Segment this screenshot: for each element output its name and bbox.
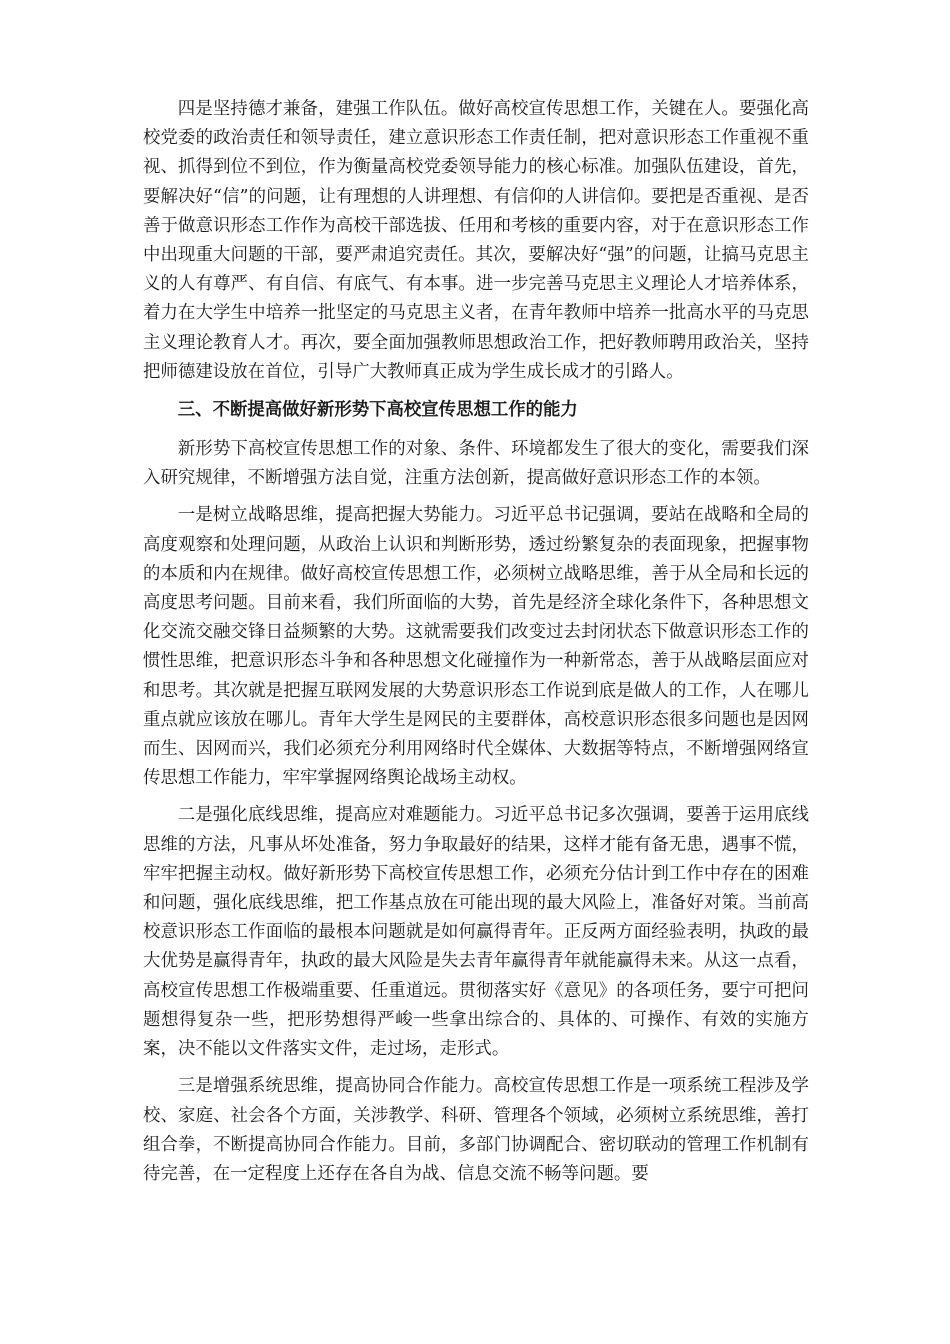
paragraph-systems-thinking: 三是增强系统思维，提高协同合作能力。高校宣传思想工作是一项系统工程涉及学校、家庭、社会各个方面，关涉教学、科研、管理各个领域，必须树立系统思维，善打组合拳，不断提高协同合作能力。目前，多部门协调配合、密切联动的管理工作机制有待完善，在一定程度上还存在各自为战、信息交流不畅等问题。要 <box>143 1076 809 1184</box>
document-page <box>143 95 809 1197</box>
paragraph-intro: 新形势下高校宣传思想工作的对象、条件、环境都发生了很大的变化，需要我们深入研究规律，不断增强方法自觉，注重方法创新，提高做好意识形态工作的本领。 <box>143 439 809 489</box>
paragraph-bottom-line-thinking: 二是强化底线思维，提高应对难题能力。习近平总书记多次强调，要善于运用底线思维的方法，凡事从坏处准备，努力争取最好的结果，这样才能有备无患，遇事不慌，牢牢把握主动权。做好新形势下高校宣传思想工作，必须充分估计到工作中存在的困难和问题，强化底线思维，把工作基点放在可能出现的最大风险上，准备好对策。当前高校意识形态工作面临的最根本问题就是如何赢得青年。正反两方面经验表明，执政的最大优势是赢得青年，执政的最大风险是失去青年赢得青年就能赢得未来。从这一点看，高校宣传思想工作极端重要、任重道远。贯彻落实好《意见》的各项任务，要宁可把问题想得复杂一些，把形势想得严峻一些拿出综合的、具体的、可操作、有效的实施方案，决不能以文件落实文件，走过场，走形式。 <box>143 805 809 1060</box>
paragraph-strategic-thinking: 一是树立战略思维，提高把握大势能力。习近平总书记强调，要站在战略和全局的高度观察和处理问题，从政治上认识和判断形势，透过纷繁复杂的表面现象，把握事物的本质和内在规律。做好高校宣传思想工作，必须树立战略思维，善于从全局和长远的高度思考问题。目前来看，我们所面临的大势，首先是经济全球化条件下，各种思想文化交流交融交锋日益频繁的大势。这就需要我们改变过去封闭状态下做意识形态工作的惯性思维，把意识形态斗争和各种思想文化碰撞作为一种新常态，善于从战略层面应对和思考。其次就是把握互联网发展的大势意识形态工作说到底是做人的工作，人在哪儿重点就应该放在哪儿。青年大学生是网民的主要群体，高校意识形态很多问题也是因网而生、因网而兴，我们必须充分利用网络时代全媒体、大数据等特点，不断增强网络宣传思想工作能力，牢牢掌握网络舆论战场主动权。 <box>143 505 809 789</box>
paragraph-team-building: 四是坚持德才兼备，建强工作队伍。做好高校宣传思想工作，关键在人。要强化高校党委的政治责任和领导责任，建立意识形态工作责任制，把对意识形态工作重视不重视、抓得到位不到位，作为衡量高校党委领导能力的核心标准。加强队伍建设，首先，要解决好“信”的问题，让有理想的人讲理想、有信仰的人讲信仰。要把是否重视、是否善于做意识形态工作作为高校干部选拔、任用和考核的重要内容，对于在意识形态工作中出现重大问题的干部，要严肃追究责任。其次，要解决好“强”的问题，让搞马克思主义的人有尊严、有自信、有底气、有本事。进一步完善马克思主义理论人才培养体系，着力在大学生中培养一批坚定的马克思主义者，在青年教师中培养一批高水平的马克思主义理论教育人才。再次，要全面加强教师思想政治工作，把好教师聘用政治关，坚持把师德建设放在首位，引导广大教师真正成为学生成长成才的引路人。 <box>143 99 809 382</box>
section-heading-3: 三、不断提高做好新形势下高校宣传思想工作的能力 <box>177 400 578 421</box>
